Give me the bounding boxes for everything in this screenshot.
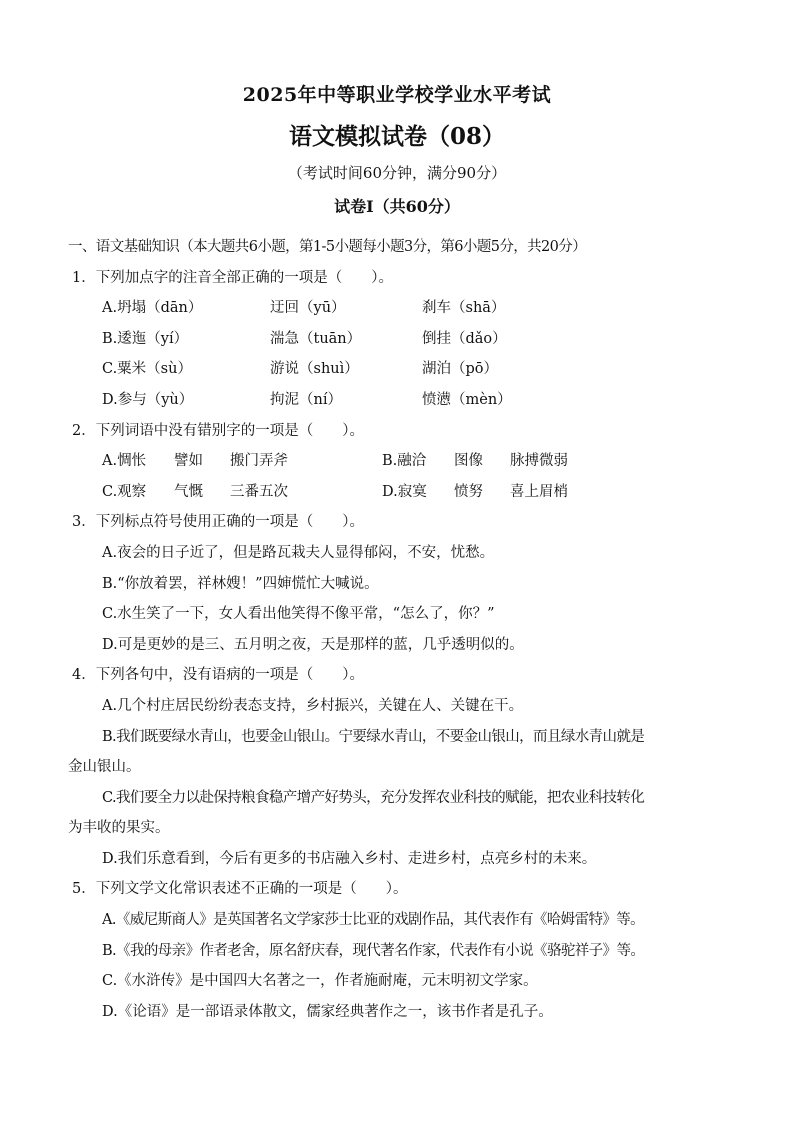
question-4-stem: 4．下列各句中，没有语病的一项是（ ）。 [72,667,364,684]
word-cell: 愤努 [454,483,483,500]
option-cell: 游说（shuì） [270,361,359,378]
word-cell: D.寂寞 [382,483,427,500]
question-5-option-c: C.《水浒传》是中国四大名著之一，作者施耐庵，元末明初文学家。 [102,973,538,990]
question-4-option-c-cont: 为丰收的果实。 [68,820,170,837]
question-3-option-d: D.可是更妙的是三、五月明之夜，天是那样的蓝，几乎透明似的。 [102,636,524,653]
option-cell: 湍急（tuān） [270,330,362,347]
part-heading: 试卷Ⅰ（共60分） [334,197,460,216]
option-cell: D.参与（yù） [102,391,194,408]
section-heading: 一、语文基础知识（本大题共6小题，第1-5小题每小题3分，第6小题5分，共20分） [68,239,587,255]
question-4-option-b: B.我们既要绿水青山，也要金山银山。宁要绿水青山，不要金山银山，而且绿水青山就是 [102,728,645,745]
question-1-row-c [102,354,730,385]
option-cell: 迂回（yū） [270,300,346,317]
paper-title: 语文模拟试卷（08） [288,123,505,150]
question-1-row-a [102,293,730,324]
question-2-stem: 2．下列词语中没有错别字的一项是（ ）。 [72,422,364,439]
word-cell: 图像 [454,453,483,470]
question-4-option-a: A.几个村庄居民纷纷表态支持，乡村振兴，关键在人、关键在干。 [102,697,524,714]
option-cell: A.坍塌（dān） [102,300,203,317]
question-5-stem: 5．下列文学文化常识表述不正确的一项是（ ）。 [72,881,408,898]
word-cell: 三番五次 [230,483,288,500]
question-4-option-c: C.我们要全力以赴保持粮食稳产增产好势头，充分发挥农业科技的赋能，把农业科技转化 [102,789,645,806]
question-3-option-a: A.夜会的日子近了，但是路瓦栽夫人显得郁闷，不安，忧愁。 [102,544,495,561]
option-cell: 拘泥（ní） [270,391,342,408]
option-cell: 湖泊（pō） [422,361,499,378]
question-5-option-a: A.《威尼斯商人》是英国著名文学家莎士比亚的戏剧作品，其代表作有《哈姆雷特》等。 [102,912,645,929]
option-cell: 刹车（shā） [422,300,506,317]
question-5-option-d: D.《论语》是一部语录体散文，儒家经典著作之一，该书作者是孔子。 [102,1003,553,1020]
question-3-stem: 3．下列标点符号使用正确的一项是（ ）。 [72,514,364,531]
question-2-row-ab [102,446,730,477]
word-cell: 脉搏微弱 [510,453,568,470]
word-cell: B.融洽 [382,453,427,470]
word-cell: A.惆怅 [102,453,147,470]
word-cell: 气慨 [174,483,203,500]
question-2-row-cd [102,477,730,508]
question-4-option-d: D.我们乐意看到，今后有更多的书店融入乡村、走进乡村，点亮乡村的未来。 [102,850,597,867]
word-cell: 譬如 [174,453,203,470]
exam-title: 2025年中等职业学校学业水平考试 [242,84,552,106]
question-3-option-c: C.水生笑了一下，女人看出他笑得不像平常，“怎么了，你？” [102,606,495,623]
question-5-option-b: B.《我的母亲》作者老舍，原名舒庆春，现代著名作家，代表作有小说《骆驼祥子》等。 [102,942,645,959]
question-1-row-b [102,324,730,355]
word-cell: 搬门弄斧 [230,453,288,470]
question-1-row-d [102,385,730,416]
word-cell: C.观察 [102,483,147,500]
option-cell: B.逶迤（yí） [102,330,189,347]
questions-body [68,232,730,1027]
question-4-option-b-cont: 金山银山。 [68,759,141,776]
option-cell: 愤懑（mèn） [422,391,512,408]
question-3-option-b: B.“你放着罢，祥林嫂！”四婶慌忙大喊说。 [102,575,379,592]
option-cell: 倒挂（dǎo） [422,330,507,347]
question-1-stem: 1．下列加点字的注音全部正确的一项是（ ）。 [72,269,393,286]
word-cell: 喜上眉梢 [510,483,568,500]
option-cell: C.粟米（sù） [102,361,192,378]
exam-info: （考试时间60分钟，满分90分） [287,164,507,182]
